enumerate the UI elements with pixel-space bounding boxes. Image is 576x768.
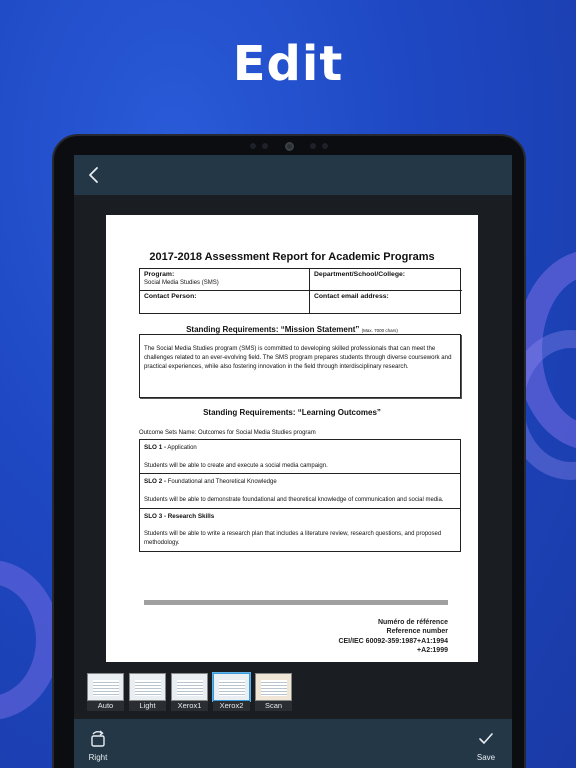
- save-button[interactable]: [476, 729, 496, 762]
- document-preview[interactable]: [106, 215, 478, 662]
- slo-text: Students will be able to create and execute a social media campaign.: [144, 462, 328, 469]
- filter-thumbnail: [87, 673, 124, 701]
- filter-auto[interactable]: [87, 673, 124, 711]
- rotate-right-icon: [88, 729, 108, 749]
- slo-label: SLO 3 -: [144, 512, 167, 520]
- contact-email-label: Contact email address:: [314, 293, 389, 300]
- app-screen: [74, 155, 512, 768]
- filter-thumbnail: [171, 673, 208, 701]
- slo-name: Research Skills: [167, 512, 215, 520]
- back-button[interactable]: [84, 164, 106, 186]
- filter-xerox2[interactable]: [213, 673, 250, 711]
- slo-row: [140, 440, 460, 474]
- tablet-camera: [250, 142, 330, 150]
- rotate-right-label: Right: [88, 753, 108, 762]
- contact-person-label: Contact Person:: [144, 293, 197, 300]
- filter-xerox1[interactable]: [171, 673, 208, 711]
- outcome-sets-label: Outcome Sets Name: Outcomes for Social Media Studies program: [139, 430, 316, 436]
- reference-line: Numéro de référence: [377, 619, 448, 626]
- filter-label: Light: [129, 701, 166, 711]
- rotate-right-button[interactable]: [88, 729, 108, 762]
- slo-row: [140, 509, 460, 551]
- tablet-frame: [52, 134, 526, 768]
- document-title: 2017-2018 Assessment Report for Academic Programs: [149, 251, 435, 263]
- department-cell: [310, 269, 462, 291]
- outcomes-heading: Standing Requirements: “Learning Outcomes”: [203, 408, 381, 417]
- bottom-toolbar: [74, 719, 512, 768]
- program-value: Social Media Studies (SMS): [144, 280, 219, 286]
- slo-name: Foundational and Theoretical Knowledge: [167, 479, 277, 486]
- save-label: Save: [476, 753, 496, 762]
- camera-lens: [285, 142, 294, 151]
- program-info-table: [139, 268, 461, 314]
- reference-line: Reference number: [386, 628, 448, 636]
- slo-text: Students will be able to demonstrate foundational and theoretical knowledge of communication and social media.: [144, 497, 444, 504]
- filter-strip: [87, 673, 292, 711]
- filter-label: Scan: [255, 701, 292, 711]
- mission-heading-text: Standing Requirements: “Mission Statement”: [186, 325, 360, 334]
- separator-line: [144, 600, 448, 605]
- filter-label: Auto: [87, 701, 124, 711]
- filter-thumbnail: [213, 673, 250, 701]
- filter-scan[interactable]: [255, 673, 292, 711]
- reference-line: +A2:1999: [417, 647, 448, 655]
- sensor-dot: [310, 143, 316, 149]
- filter-light[interactable]: [129, 673, 166, 711]
- sensor-dot: [250, 143, 256, 149]
- decorative-ring: [0, 560, 60, 720]
- sensor-dot: [262, 143, 268, 149]
- filter-thumbnail: [129, 673, 166, 701]
- headline: Edit: [232, 36, 344, 92]
- reference-block: [338, 618, 448, 656]
- reference-line: CEI/IEC 60092-359:1987+A1:1994: [338, 637, 448, 645]
- slo-name: Application: [167, 445, 197, 451]
- filter-thumbnail: [255, 673, 292, 701]
- slo-label: SLO 2 -: [144, 478, 167, 486]
- mission-statement-box: The Social Media Studies program (SMS) is committed to developing skilled professionals that can meet the challenges related to an ever-evolving field. The SMS program prepares students through diverse coursework and practical experiences, while also fostering innovation in the field through interdisciplinary research.: [139, 334, 461, 398]
- filter-label: Xerox2: [213, 701, 250, 711]
- program-cell: [140, 269, 310, 291]
- sensor-dot: [322, 143, 328, 149]
- slo-text: Students will be able to write a research plan that includes a literature review, research questions, and proposed methodology.: [144, 531, 442, 547]
- slo-row: [140, 474, 460, 508]
- back-chevron-icon: [84, 164, 106, 186]
- program-label: Program:: [144, 271, 175, 278]
- contact-person-cell: [140, 291, 310, 313]
- filter-label: Xerox1: [171, 701, 208, 711]
- department-label: Department/School/College:: [314, 271, 406, 278]
- mission-heading: [106, 325, 478, 334]
- top-toolbar: [74, 155, 512, 195]
- slo-table: [139, 439, 461, 552]
- checkmark-icon: [476, 729, 496, 749]
- contact-email-cell: [310, 291, 462, 313]
- slo-label: SLO 1 -: [144, 444, 167, 451]
- mission-note: (Max. 7000 chars): [361, 328, 398, 333]
